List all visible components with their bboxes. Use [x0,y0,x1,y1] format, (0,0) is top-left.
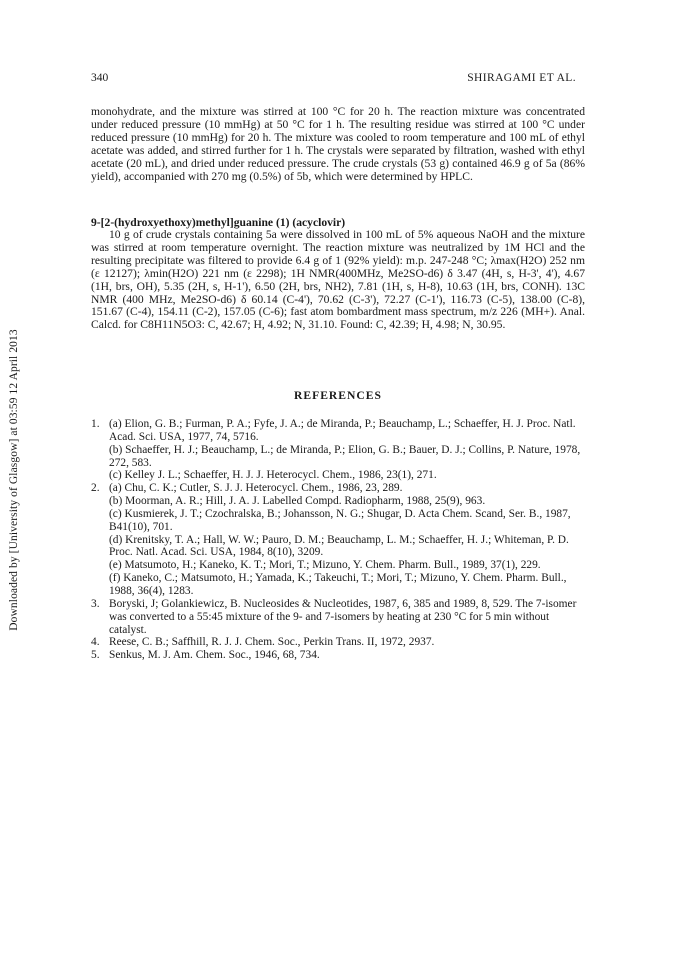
reference-number: 3. [91,597,100,610]
reference-item [91,482,585,598]
reference-entry: Senkus, M. J. Am. Chem. Soc., 1946, 68, 734. [109,649,320,662]
reference-entry: (e) Matsumoto, H.; Kaneko, K. T.; Mori, T.; Mizuno, Y. Chem. Pharm. Bull., 1989, 37(1), 229. [109,559,541,572]
reference-item [91,636,585,649]
reference-number: 5. [91,649,100,662]
reference-entry: (f) Kaneko, C.; Matsumoto, H.; Yamada, K.; Takeuchi, T.; Mori, T.; Mizuno, Y. Chem. Pharm. Bull., 1988, 36(4), 1283. [109,572,567,597]
reference-item [91,418,585,482]
reference-entry: (b) Schaeffer, H. J.; Beauchamp, L.; de Miranda, P.; Elion, G. B.; Bauer, D. J.; Collins, P. Nature, 1978, 272, 583. [109,443,581,469]
reference-number: 4. [91,636,100,649]
reference-item [91,649,585,662]
page-number: 340 [91,72,109,84]
download-watermark [0,275,26,685]
running-head: SHIRAGAMI ET AL. [467,72,576,84]
reference-number: 1. [91,418,100,430]
references-list [91,418,585,662]
reference-entry: (b) Moorman, A. R.; Hill, J. A. J. Labelled Compd. Radiopharm, 1988, 25(9), 963. [109,495,486,508]
reference-entry: Boryski, J; Golankiewicz, B. Nucleosides & Nucleotides, 1987, 6, 385 and 1989, 8, 529. The 7-isomer was converted to a 55:45 mixture of the 9- and 7-isomers by heating at 230 °C for 5 min without catalyst. [109,597,577,636]
download-note: Downloaded by [University of Glasgow] at 03:59 12 April 2013 [8,329,20,631]
reference-entry: Reese, C. B.; Saffhill, R. J. J. Chem. Soc., Perkin Trans. II, 1972, 2937. [109,636,435,649]
reference-entry: (c) Kusmierek, J. T.; Czochralska, B.; Johansson, N. G.; Shugar, D. Acta Chem. Scand, Ser. B., 1987, B41(10), 701. [109,507,571,533]
reference-entry: (a) Chu, C. K.; Cutler, S. J. J. Heterocycl. Chem., 1986, 23, 289. [109,482,403,495]
reference-entry: (c) Kelley J. L.; Schaeffer, H. J. J. Heterocycl. Chem., 1986, 23(1), 271. [109,469,437,482]
paragraph-acyclovir: 10 g of crude crystals containing 5a were dissolved in 100 mL of 5% aqueous NaOH and the mixture was stirred at room temperature overnight. The reaction mixture was neutralized by 1M HCl and the resulting precipitate was filtered to provide 6.4 g of 1 (92% yield): m.p. 247-248 °C; λmax(H2O) 252 nm (ε 12127); λmin(H2O) 221 nm (ε 2298); 1H NMR(400MHz, Me2SO-d6) δ 3.47 (4H, s, H-3', 4'), 4.67 (1H, brs, OH), 5.35 (2H, s, H-1'), 6.50 (2H, brs, NH2), 7.81 (1H, s, H-8), 10.63 (1H, brs, CONH). 13C NMR (400 MHz, Me2SO-d6) δ 60.14 (C-4'), 70.62 (C-3'), 72.27 (C-1'), 116.73 (C-5), 138.00 (C-8), 151.67 (C-4), 154.11 (C-2), 157.05 (C-6); fast atom bombardment mass spectrum, m/z 226 (MH+). Anal. Calcd. for C8H11N5O3: C, 42.67; H, 4.92; N, 31.10. Found: C, 42.39; H, 4.98; N, 30.95. [91,228,585,332]
reference-number: 2. [91,482,100,495]
section-heading: 9-[2-(hydroxyethoxy)methyl]guanine (1) (acyclovir) [91,216,346,229]
reference-entry: (d) Krenitsky, T. A.; Hall, W. W.; Pauro, D. M.; Beauchamp, L. M.; Schaeffer, H. J.; Whiteman, P. D. Proc. Natl. Acad. Sci. USA, 1984, 8(10), 3209. [109,533,569,559]
reference-entry: (a) Elion, G. B.; Furman, P. A.; Fyfe, J. A.; de Miranda, P.; Beauchamp, L.; Schaeffer, H. J. Proc. Natl. Acad. Sci. USA, 1977, 74, 5716. [109,418,576,443]
reference-item [91,598,585,637]
references-title: REFERENCES [294,389,382,402]
paragraph-procedure: monohydrate, and the mixture was stirred at 100 °C for 20 h. The reaction mixture was concentrated under reduced pressure (10 mmHg) at 50 °C for 1 h. The resulting residue was stirred at 100 °C under reduced pressure (10 mmHg) for 20 h. The mixture was cooled to room temperature and 100 mL of ethyl acetate was added, and stirred further for 1 h. The crystals were separated by filtration, washed with ethyl acetate (20 mL), and dried under reduced pressure. The crude crystals (53 g) contained 46.9 g of 5a (86% yield), accompanied with 270 mg (0.5%) of 5b, which were determined by HPLC. [91,105,585,183]
